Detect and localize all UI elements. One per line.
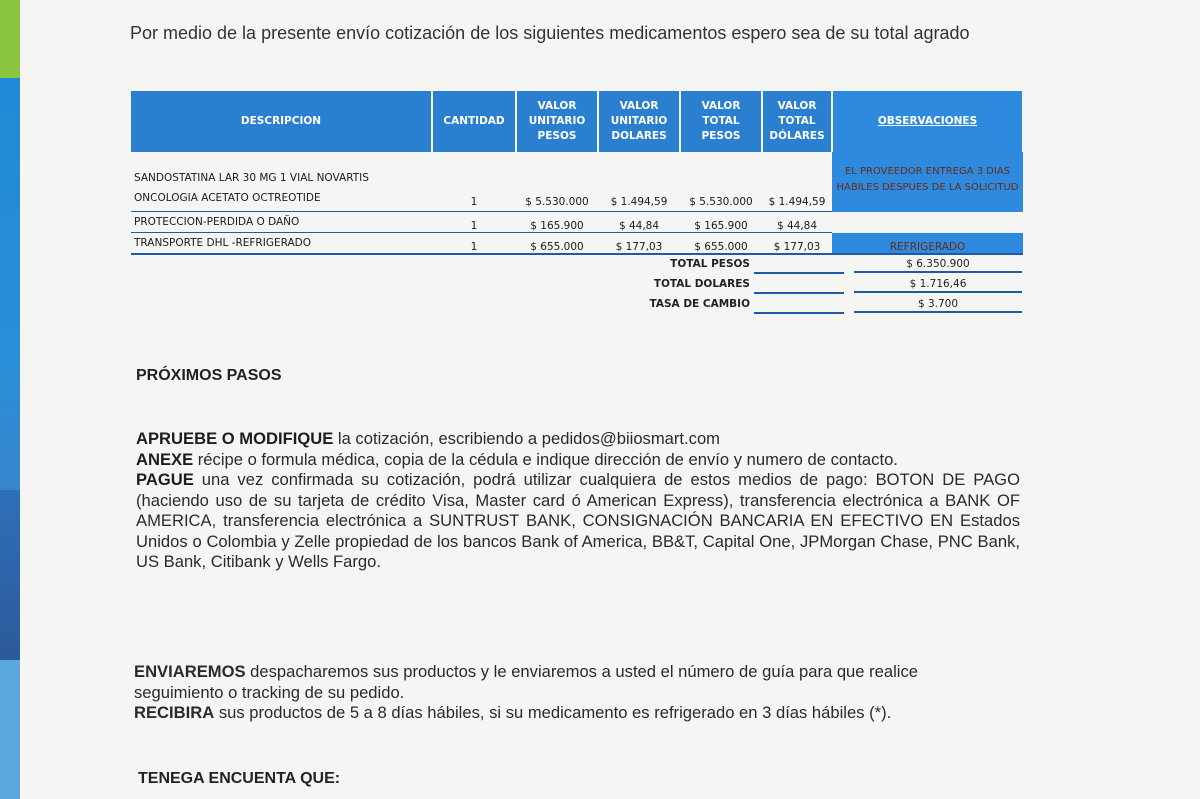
row-unit-dollars: $ 177,03 bbox=[598, 233, 680, 255]
total-underline bbox=[754, 272, 844, 274]
side-bar-light bbox=[0, 660, 20, 799]
step-enviaremos bbox=[134, 662, 954, 703]
side-bar-band bbox=[0, 490, 20, 660]
quote-table bbox=[131, 91, 1024, 255]
row-total-dollars: $ 1.494,59 bbox=[762, 152, 832, 212]
row-quantity: 1 bbox=[432, 152, 516, 212]
header-valor-unitario-dolares: VALOR UNITARIO DOLARES bbox=[598, 91, 680, 152]
row-description: PROTECCION-PERDIDA O DAÑO bbox=[131, 212, 432, 233]
row-total-pesos: $ 655.000 bbox=[680, 233, 762, 255]
row-unit-pesos: $ 5.530.000 bbox=[516, 152, 598, 212]
total-underline bbox=[754, 292, 844, 294]
step-recibira-bold: RECIBIRA bbox=[134, 703, 215, 722]
total-row-dolares bbox=[590, 278, 1022, 298]
proximos-pasos-heading: PRÓXIMOS PASOS bbox=[136, 367, 282, 384]
side-bar-green bbox=[0, 0, 20, 78]
table-row bbox=[131, 152, 1023, 212]
row-unit-pesos: $ 165.900 bbox=[516, 212, 598, 233]
total-label: TASA DE CAMBIO bbox=[649, 298, 750, 310]
row-quantity: 1 bbox=[432, 212, 516, 233]
total-row-tasa bbox=[590, 298, 1022, 318]
row-observation: EL PROVEEDOR ENTREGA 3 DIAS HABILES DESPUES DE LA SOLICITUD bbox=[832, 152, 1023, 212]
total-value: $ 3.700 bbox=[854, 298, 1022, 313]
step-enviaremos-text: despacharemos sus productos y le enviaremos a usted el número de guía para que realice seguimiento o tracking de su pedido. bbox=[134, 662, 918, 702]
header-cantidad: CANTIDAD bbox=[432, 91, 516, 152]
header-valor-total-pesos: VALOR TOTAL PESOS bbox=[680, 91, 762, 152]
row-total-dollars: $ 44,84 bbox=[762, 212, 832, 233]
table-row bbox=[131, 212, 1023, 233]
header-valor-total-dolares: VALOR TOTAL DÓLARES bbox=[762, 91, 832, 152]
total-underline bbox=[754, 312, 844, 314]
side-color-bar bbox=[0, 0, 20, 799]
row-observation: REFRIGERADO bbox=[832, 233, 1023, 255]
row-quantity: 1 bbox=[432, 233, 516, 255]
step-pague-text: una vez confirmada su cotización, podrá utilizar cualquiera de estos medios de pago: BOTON DE PAGO (haciendo uso de su tarjeta de crédito Visa, Master card ó American Express), transferencia electrónica a BANK OF AMERICA, transferencia electrónica a SUNTRUST BANK, CONSIGNACIÓN BANCARIA EN EFECTIVO EN Estados Unidos o Colombia y Zelle propiedad de los bancos Bank of America, BB&T, Capital One, JPMorgan Chase, PNC Bank, US Bank, Citibank y Wells Fargo. bbox=[136, 470, 1020, 571]
row-description: SANDOSTATINA LAR 30 MG 1 VIAL NOVARTIS ONCOLOGIA ACETATO OCTREOTIDE bbox=[131, 152, 432, 212]
row-total-dollars: $ 177,03 bbox=[762, 233, 832, 255]
total-label: TOTAL DOLARES bbox=[653, 278, 750, 290]
step-enviaremos-bold: ENVIAREMOS bbox=[134, 662, 246, 681]
total-label: TOTAL PESOS bbox=[670, 258, 750, 270]
steps-paragraph bbox=[136, 429, 1020, 573]
step-recibira-text: sus productos de 5 a 8 días hábiles, si su medicamento es refrigerado en 3 días hábiles (*). bbox=[214, 703, 892, 722]
step-aprueba bbox=[136, 429, 1020, 450]
step-aprueba-text: la cotización, escribiendo a pedidos@biiosmart.com bbox=[333, 429, 721, 448]
intro-text: Por medio de la presente envío cotización de los siguientes medicamentos espero sea de su total agrado bbox=[130, 23, 970, 43]
total-value: $ 1.716,46 bbox=[854, 278, 1022, 293]
step-anexe bbox=[136, 450, 1020, 471]
header-descripcion: DESCRIPCION bbox=[131, 91, 432, 152]
row-unit-dollars: $ 44,84 bbox=[598, 212, 680, 233]
row-observation bbox=[832, 212, 1023, 233]
row-total-pesos: $ 165.900 bbox=[680, 212, 762, 233]
step-pague-bold: PAGUE bbox=[136, 470, 194, 489]
row-unit-pesos: $ 655.000 bbox=[516, 233, 598, 255]
header-observaciones: OBSERVACIONES bbox=[832, 91, 1023, 152]
step-anexe-text: récipe o formula médica, copia de la cédula e indique dirección de envío y numero de contacto. bbox=[193, 449, 898, 469]
table-row bbox=[131, 233, 1023, 255]
table-header-row bbox=[131, 91, 1023, 152]
step-aprueba-bold: APRUEBE O MODIFIQUE bbox=[136, 429, 334, 448]
step-recibira bbox=[134, 703, 954, 724]
total-row-pesos bbox=[590, 258, 1022, 278]
row-description: TRANSPORTE DHL -REFRIGERADO bbox=[131, 233, 432, 255]
total-value: $ 6.350.900 bbox=[854, 258, 1022, 273]
row-total-pesos: $ 5.530.000 bbox=[680, 152, 762, 212]
step-pague bbox=[136, 470, 1020, 573]
row-unit-dollars: $ 1.494,59 bbox=[598, 152, 680, 212]
header-valor-unitario-pesos: VALOR UNITARIO PESOS bbox=[516, 91, 598, 152]
tenga-encuenta-heading: TENEGA ENCUENTA QUE: bbox=[138, 770, 341, 787]
step-anexe-bold: ANEXE bbox=[136, 449, 194, 469]
delivery-paragraph bbox=[134, 662, 954, 724]
